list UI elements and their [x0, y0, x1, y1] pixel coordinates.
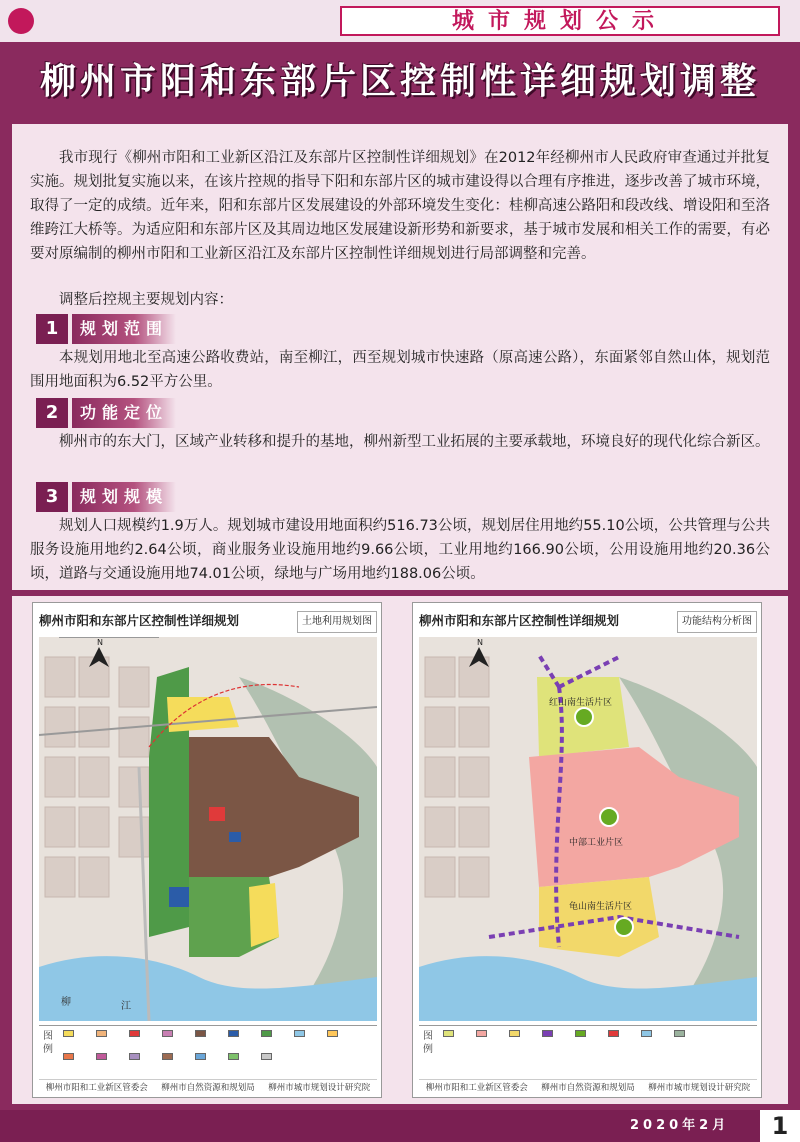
- banner-text: 城市规划公示: [451, 8, 668, 34]
- section-1-text: 本规划用地北至高速公路收费站，南至柳江，西至规划城市快速路（原高速公路），东面紧邻自然山体，规划范围用地面积为6.52平方公里。: [30, 350, 770, 390]
- legend-title: 图例: [43, 1031, 53, 1055]
- land-use-map[interactable]: [39, 637, 377, 1021]
- column-banner: [340, 6, 780, 36]
- legend-swatches: [443, 1030, 753, 1076]
- section-number: 2: [36, 398, 68, 428]
- legend-title: 图例: [423, 1031, 433, 1055]
- section-title: 规划规模: [72, 482, 176, 512]
- river-label-2: 江: [121, 1001, 131, 1012]
- section-2-head: [36, 398, 266, 428]
- river-label-1: 柳: [61, 997, 71, 1008]
- map-credits: [39, 1079, 377, 1096]
- section-number: 3: [36, 482, 68, 512]
- section-3-head: [36, 482, 266, 512]
- land-use-map-graphic: [39, 637, 377, 1021]
- map-credits: [419, 1079, 757, 1096]
- zone-label-2: 中部工业片区: [569, 838, 624, 848]
- title-bar: [0, 44, 800, 120]
- section-title: 功能定位: [72, 398, 176, 428]
- zone-label-3: 龟山南生活片区: [569, 902, 633, 912]
- section-title: 规划范围: [72, 314, 176, 344]
- corner-dot: [8, 8, 34, 34]
- credit-2: 柳州市自然资源和规划局: [541, 1083, 635, 1093]
- section-3-text: 规划人口规模约1.9万人。规划城市建设用地面积约516.73公顷，规划居住用地约55.10公顷，公共管理与公共服务设施用地约2.64公顷，商业服务业设施用地约9.66公顷，工业用地约166.90公顷，公用设施用地约20.36公顷，道路与交通设施用地74.01公顷，绿地与广场用地约188.06公顷。: [30, 518, 770, 582]
- map-legend: [39, 1025, 377, 1078]
- function-structure-map-graphic: [419, 637, 757, 1021]
- credit-1: 柳州市阳和工业新区管委会: [425, 1083, 528, 1093]
- section-number: 1: [36, 314, 68, 344]
- maps-area: [12, 596, 788, 1104]
- issue-date: 2020年2月: [630, 1118, 730, 1133]
- map-subtitle: 功能结构分析图: [677, 611, 757, 633]
- svg-text:N: N: [477, 638, 483, 647]
- legend-swatches: [63, 1030, 373, 1076]
- map-title: 柳州市阳和东部片区控制性详细规划: [39, 613, 240, 628]
- land-use-map-panel: [32, 602, 382, 1098]
- zone-label-1: 红山南生活片区: [549, 698, 613, 708]
- map-title-bar: [39, 609, 377, 633]
- intro-paragraph: 我市现行《柳州市阳和工业新区沿江及东部片区控制性详细规划》在2012年经柳州市人民政府审查通过并批复实施。规划批复实施以来，在该片控规的指导下阳和东部片区的城市建设得以合理有序推进，逐步改善了城市环境，取得了一定的成绩。近年来，阳和东部片区发展建设的外部环境发生变化：桂柳高速公路阳和段改线、增设阳和至洛维跨江大桥等。为适应阳和东部片区及其周边地区发展建设新形势和新要求，基于城市发展和相关工作的需要，有必要对原编制的柳州市阳和工业新区沿江及东部片区控制性详细规划进行局部调整和完善。: [30, 150, 770, 262]
- svg-text:N: N: [97, 638, 103, 647]
- map-subtitle: 土地利用规划图: [297, 611, 377, 633]
- page-title: 柳州市阳和东部片区控制性详细规划调整: [39, 61, 760, 102]
- credit-3: 柳州市城市规划设计研究院: [648, 1083, 751, 1093]
- intro-lead: 调整后控规主要规划内容：: [59, 292, 233, 308]
- section-2-text: 柳州市的东大门，区域产业转移和提升的基地，柳州新型工业拓展的主要承载地，环境良好的现代化综合新区。: [59, 434, 770, 450]
- credit-1: 柳州市阳和工业新区管委会: [45, 1083, 148, 1093]
- page-number: 1: [760, 1110, 800, 1142]
- article-body: [12, 124, 788, 590]
- credit-3: 柳州市城市规划设计研究院: [268, 1083, 371, 1093]
- top-strip: [0, 0, 800, 42]
- function-structure-map[interactable]: [419, 637, 757, 1021]
- function-structure-map-panel: [412, 602, 762, 1098]
- map-title-bar: [419, 609, 757, 633]
- credit-2: 柳州市自然资源和规划局: [161, 1083, 255, 1093]
- map-legend: [419, 1025, 757, 1078]
- map-title: 柳州市阳和东部片区控制性详细规划: [419, 613, 620, 628]
- section-1-head: [36, 314, 266, 344]
- page-footer: [0, 1110, 800, 1142]
